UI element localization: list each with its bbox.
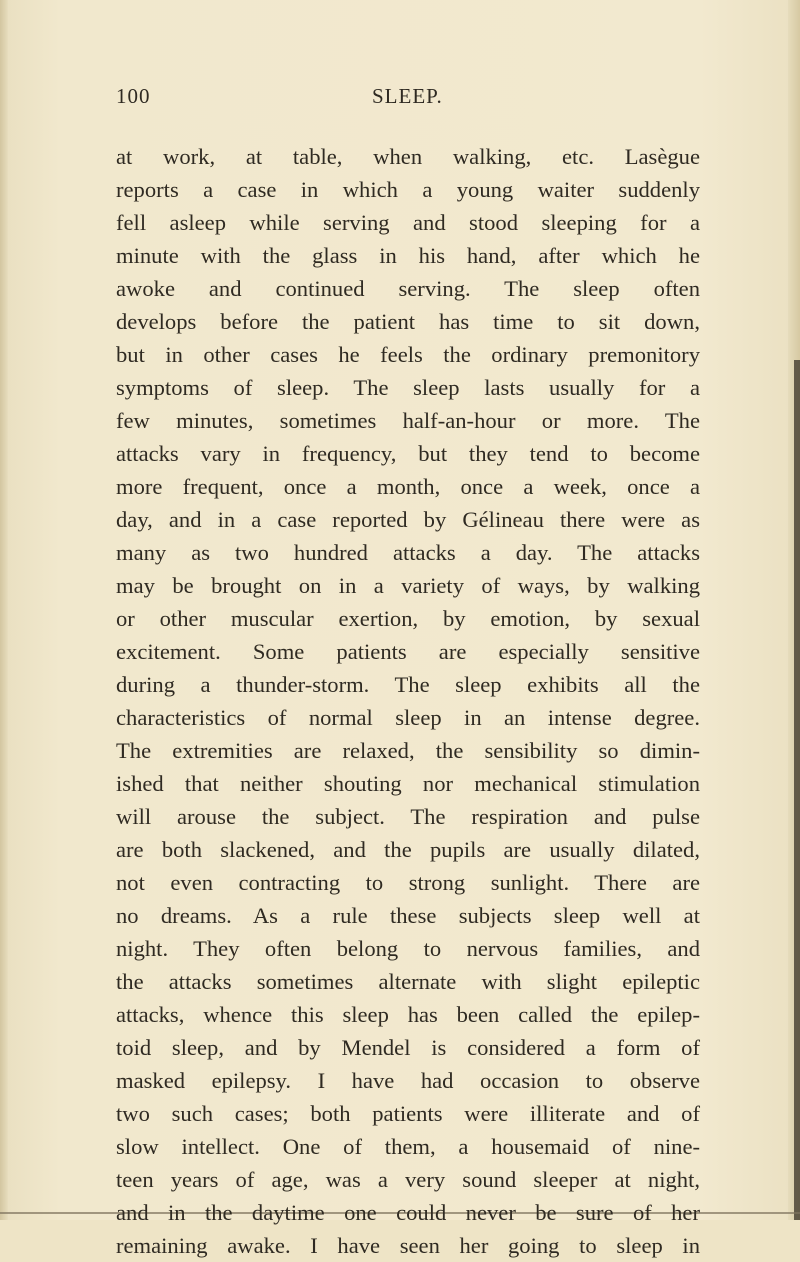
text-line: attacks vary in frequency, but they tend to become — [116, 441, 700, 466]
text-line: no dreams. As a rule these subjects sleep well at — [116, 903, 700, 928]
text-line: two such cases; both patients were illiterate and of — [116, 1101, 700, 1126]
text-line: awoke and continued serving. The sleep often — [116, 276, 700, 301]
text-line: many as two hundred attacks a day. The attacks — [116, 540, 700, 565]
text-line: masked epilepsy. I have had occasion to observe — [116, 1068, 700, 1093]
book-spine-shadow — [794, 360, 800, 1220]
text-line: but in other cases he feels the ordinary premonitory — [116, 342, 700, 367]
text-line: ished that neither shouting nor mechanical stimulation — [116, 771, 700, 796]
running-head: SLEEP. — [372, 84, 443, 108]
text-line: more frequent, once a month, once a week, once a — [116, 474, 700, 499]
text-line: fell asleep while serving and stood sleeping for a — [116, 210, 700, 235]
text-line: slow intellect. One of them, a housemaid of nine- — [116, 1134, 700, 1159]
text-line: develops before the patient has time to sit down, — [116, 309, 700, 334]
text-line: symptoms of sleep. The sleep lasts usually for a — [116, 375, 700, 400]
text-line: or other muscular exertion, by emotion, by sexual — [116, 606, 700, 631]
text-line: and in the daytime one could never be sure of her — [116, 1200, 700, 1225]
body-text — [116, 140, 700, 1262]
page-number: 100 — [116, 84, 151, 108]
text-line: minute with the glass in his hand, after which he — [116, 243, 700, 268]
text-line: attacks, whence this sleep has been called the epilep- — [116, 1002, 700, 1027]
text-line: during a thunder-storm. The sleep exhibits all the — [116, 672, 700, 697]
text-line: night. They often belong to nervous families, and — [116, 936, 700, 961]
text-line: day, and in a case reported by Gélineau there were as — [116, 507, 700, 532]
text-line: the attacks sometimes alternate with slight epileptic — [116, 969, 700, 994]
page-header — [116, 84, 684, 118]
text-line: will arouse the subject. The respiration and pulse — [116, 804, 700, 829]
text-line: not even contracting to strong sunlight. There are — [116, 870, 700, 895]
text-line: teen years of age, was a very sound sleeper at night, — [116, 1167, 700, 1192]
text-line: reports a case in which a young waiter suddenly — [116, 177, 700, 202]
text-line: remaining awake. I have seen her going to sleep in — [116, 1233, 700, 1258]
text-line: excitement. Some patients are especially sensitive — [116, 639, 700, 664]
text-line: The extremities are relaxed, the sensibility so dimin- — [116, 738, 700, 763]
text-line: toid sleep, and by Mendel is considered a form of — [116, 1035, 700, 1060]
text-line: are both slackened, and the pupils are usually dilated, — [116, 837, 700, 862]
text-line: may be brought on in a variety of ways, by walking — [116, 573, 700, 598]
text-line: characteristics of normal sleep in an intense degree. — [116, 705, 700, 730]
text-line: few minutes, sometimes half-an-hour or more. The — [116, 408, 700, 433]
text-line: at work, at table, when walking, etc. Lasègue — [116, 144, 700, 169]
page-left-edge — [0, 0, 8, 1220]
